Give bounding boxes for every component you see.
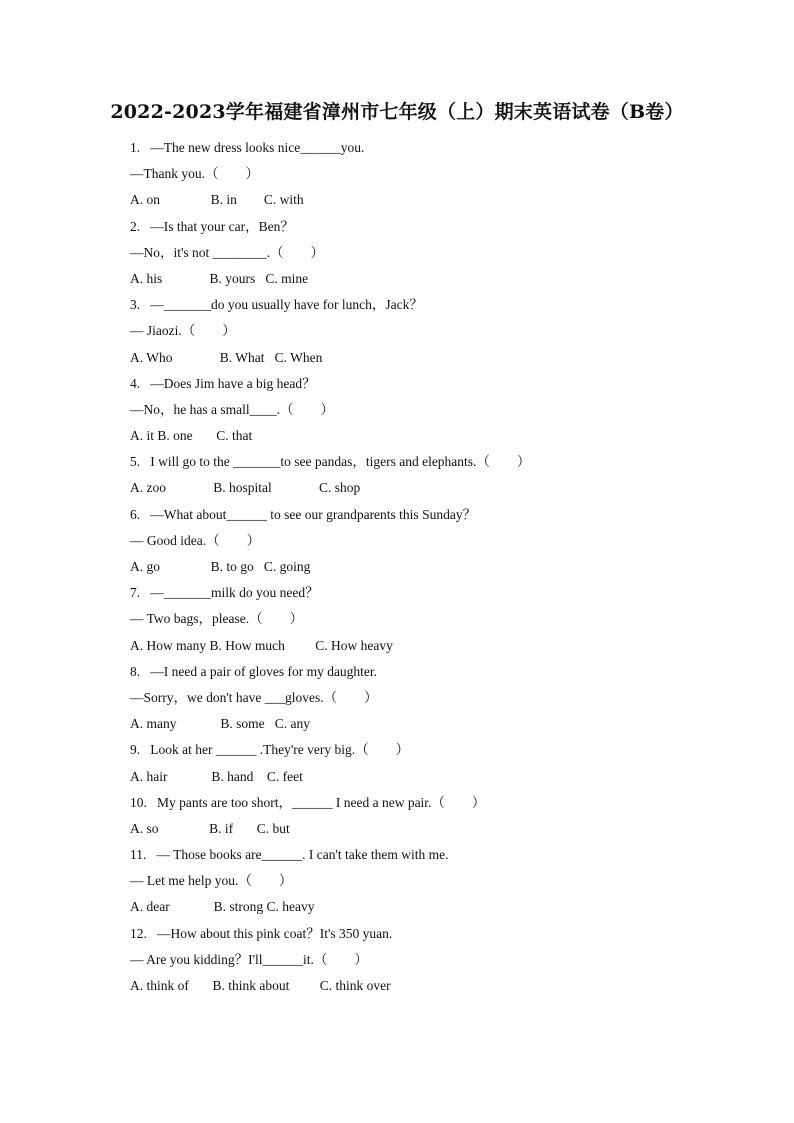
question-text: —The new dress looks nice______you. — [150, 140, 365, 155]
question-text: I will go to the _______to see pandas，tigers and elephants.（ ） — [150, 454, 531, 470]
question-2 — [130, 214, 750, 293]
answer-options: A. many B. some C. any — [130, 716, 310, 732]
question-text: —_______milk do you need？ — [150, 585, 319, 601]
question-prompt — [130, 580, 750, 606]
question-5 — [130, 449, 750, 501]
answer-options: A. dear B. strong C. heavy — [130, 899, 315, 915]
question-response: —No，it's not ________.（ ） — [130, 244, 325, 260]
question-number: 5. — [130, 454, 141, 470]
question-number: 4. — [130, 375, 141, 391]
question-number: 9. — [130, 742, 141, 758]
question-response: — Good idea.（ ） — [130, 532, 261, 548]
answer-options: A. go B. to go C. going — [130, 559, 311, 574]
answer-options: A. hair B. hand C. feet — [130, 768, 303, 784]
answer-options: A. How many B. How much C. How heavy — [130, 637, 393, 653]
question-1 — [130, 135, 750, 214]
question-text: — Those books are______. I can't take them with me. — [156, 847, 449, 863]
question-text: —What about______ to see our grandparents this Sunday？ — [150, 506, 477, 522]
question-prompt — [130, 737, 750, 763]
question-text: —I need a pair of gloves for my daughter. — [150, 663, 378, 679]
question-number: 3. — [130, 297, 141, 313]
question-response: —No，he has a small____.（ ） — [130, 401, 334, 417]
answer-options: A. so B. if C. but — [130, 820, 290, 836]
question-number: 12. — [130, 925, 147, 941]
question-3 — [130, 292, 750, 371]
question-prompt — [130, 921, 750, 947]
question-response: — Jiaozi.（ ） — [130, 323, 236, 339]
question-prompt — [130, 502, 750, 528]
question-prompt — [130, 449, 750, 475]
exam-title: 2022-2023学年福建省漳州市七年级（上）期末英语试卷（B卷） — [110, 101, 684, 123]
question-response: — Two bags，please.（ ） — [130, 611, 304, 627]
question-number: 1. — [130, 140, 141, 155]
question-text: My pants are too short，______ I need a new pair.（ ） — [157, 794, 486, 810]
question-prompt — [130, 842, 750, 868]
question-text: —_______do you usually have for lunch，Jack？ — [150, 297, 423, 313]
question-response: — Are you kidding？I'll______it.（ ） — [130, 951, 368, 967]
question-number: 8. — [130, 663, 141, 679]
question-prompt — [130, 292, 750, 318]
question-text: —Is that your car，Ben？ — [150, 218, 294, 234]
question-prompt — [130, 371, 750, 397]
question-8 — [130, 659, 750, 738]
question-text: —How about this pink coat？It's 350 yuan. — [157, 925, 393, 941]
question-response: — Let me help you.（ ） — [130, 873, 293, 889]
answer-options: A. his B. yours C. mine — [130, 270, 309, 286]
question-response: —Thank you.（ ） — [130, 166, 259, 182]
answer-options: A. on B. in C. with — [130, 192, 304, 208]
question-10 — [130, 790, 750, 842]
question-list — [130, 135, 750, 999]
question-number: 2. — [130, 218, 141, 234]
question-prompt — [130, 135, 750, 161]
question-number: 6. — [130, 506, 141, 522]
answer-options: A. Who B. What C. When — [130, 349, 323, 365]
question-prompt — [130, 659, 750, 685]
question-11 — [130, 842, 750, 921]
question-6 — [130, 502, 750, 581]
question-9 — [130, 737, 750, 789]
answer-options: A. it B. one C. that — [130, 428, 253, 444]
question-number: 11. — [130, 847, 147, 863]
question-prompt — [130, 790, 750, 816]
question-response: —Sorry，we don't have ___gloves.（ ） — [130, 689, 378, 705]
question-4 — [130, 371, 750, 450]
question-prompt — [130, 214, 750, 240]
question-text: Look at her ______ .They're very big.（ ） — [150, 742, 410, 758]
question-number: 10. — [130, 794, 147, 810]
question-text: —Does Jim have a big head？ — [150, 375, 316, 391]
answer-options: A. zoo B. hospital C. shop — [130, 480, 361, 496]
question-number: 7. — [130, 585, 141, 601]
question-7 — [130, 580, 750, 659]
question-12 — [130, 921, 750, 1000]
answer-options: A. think of B. think about C. think over — [130, 978, 391, 993]
